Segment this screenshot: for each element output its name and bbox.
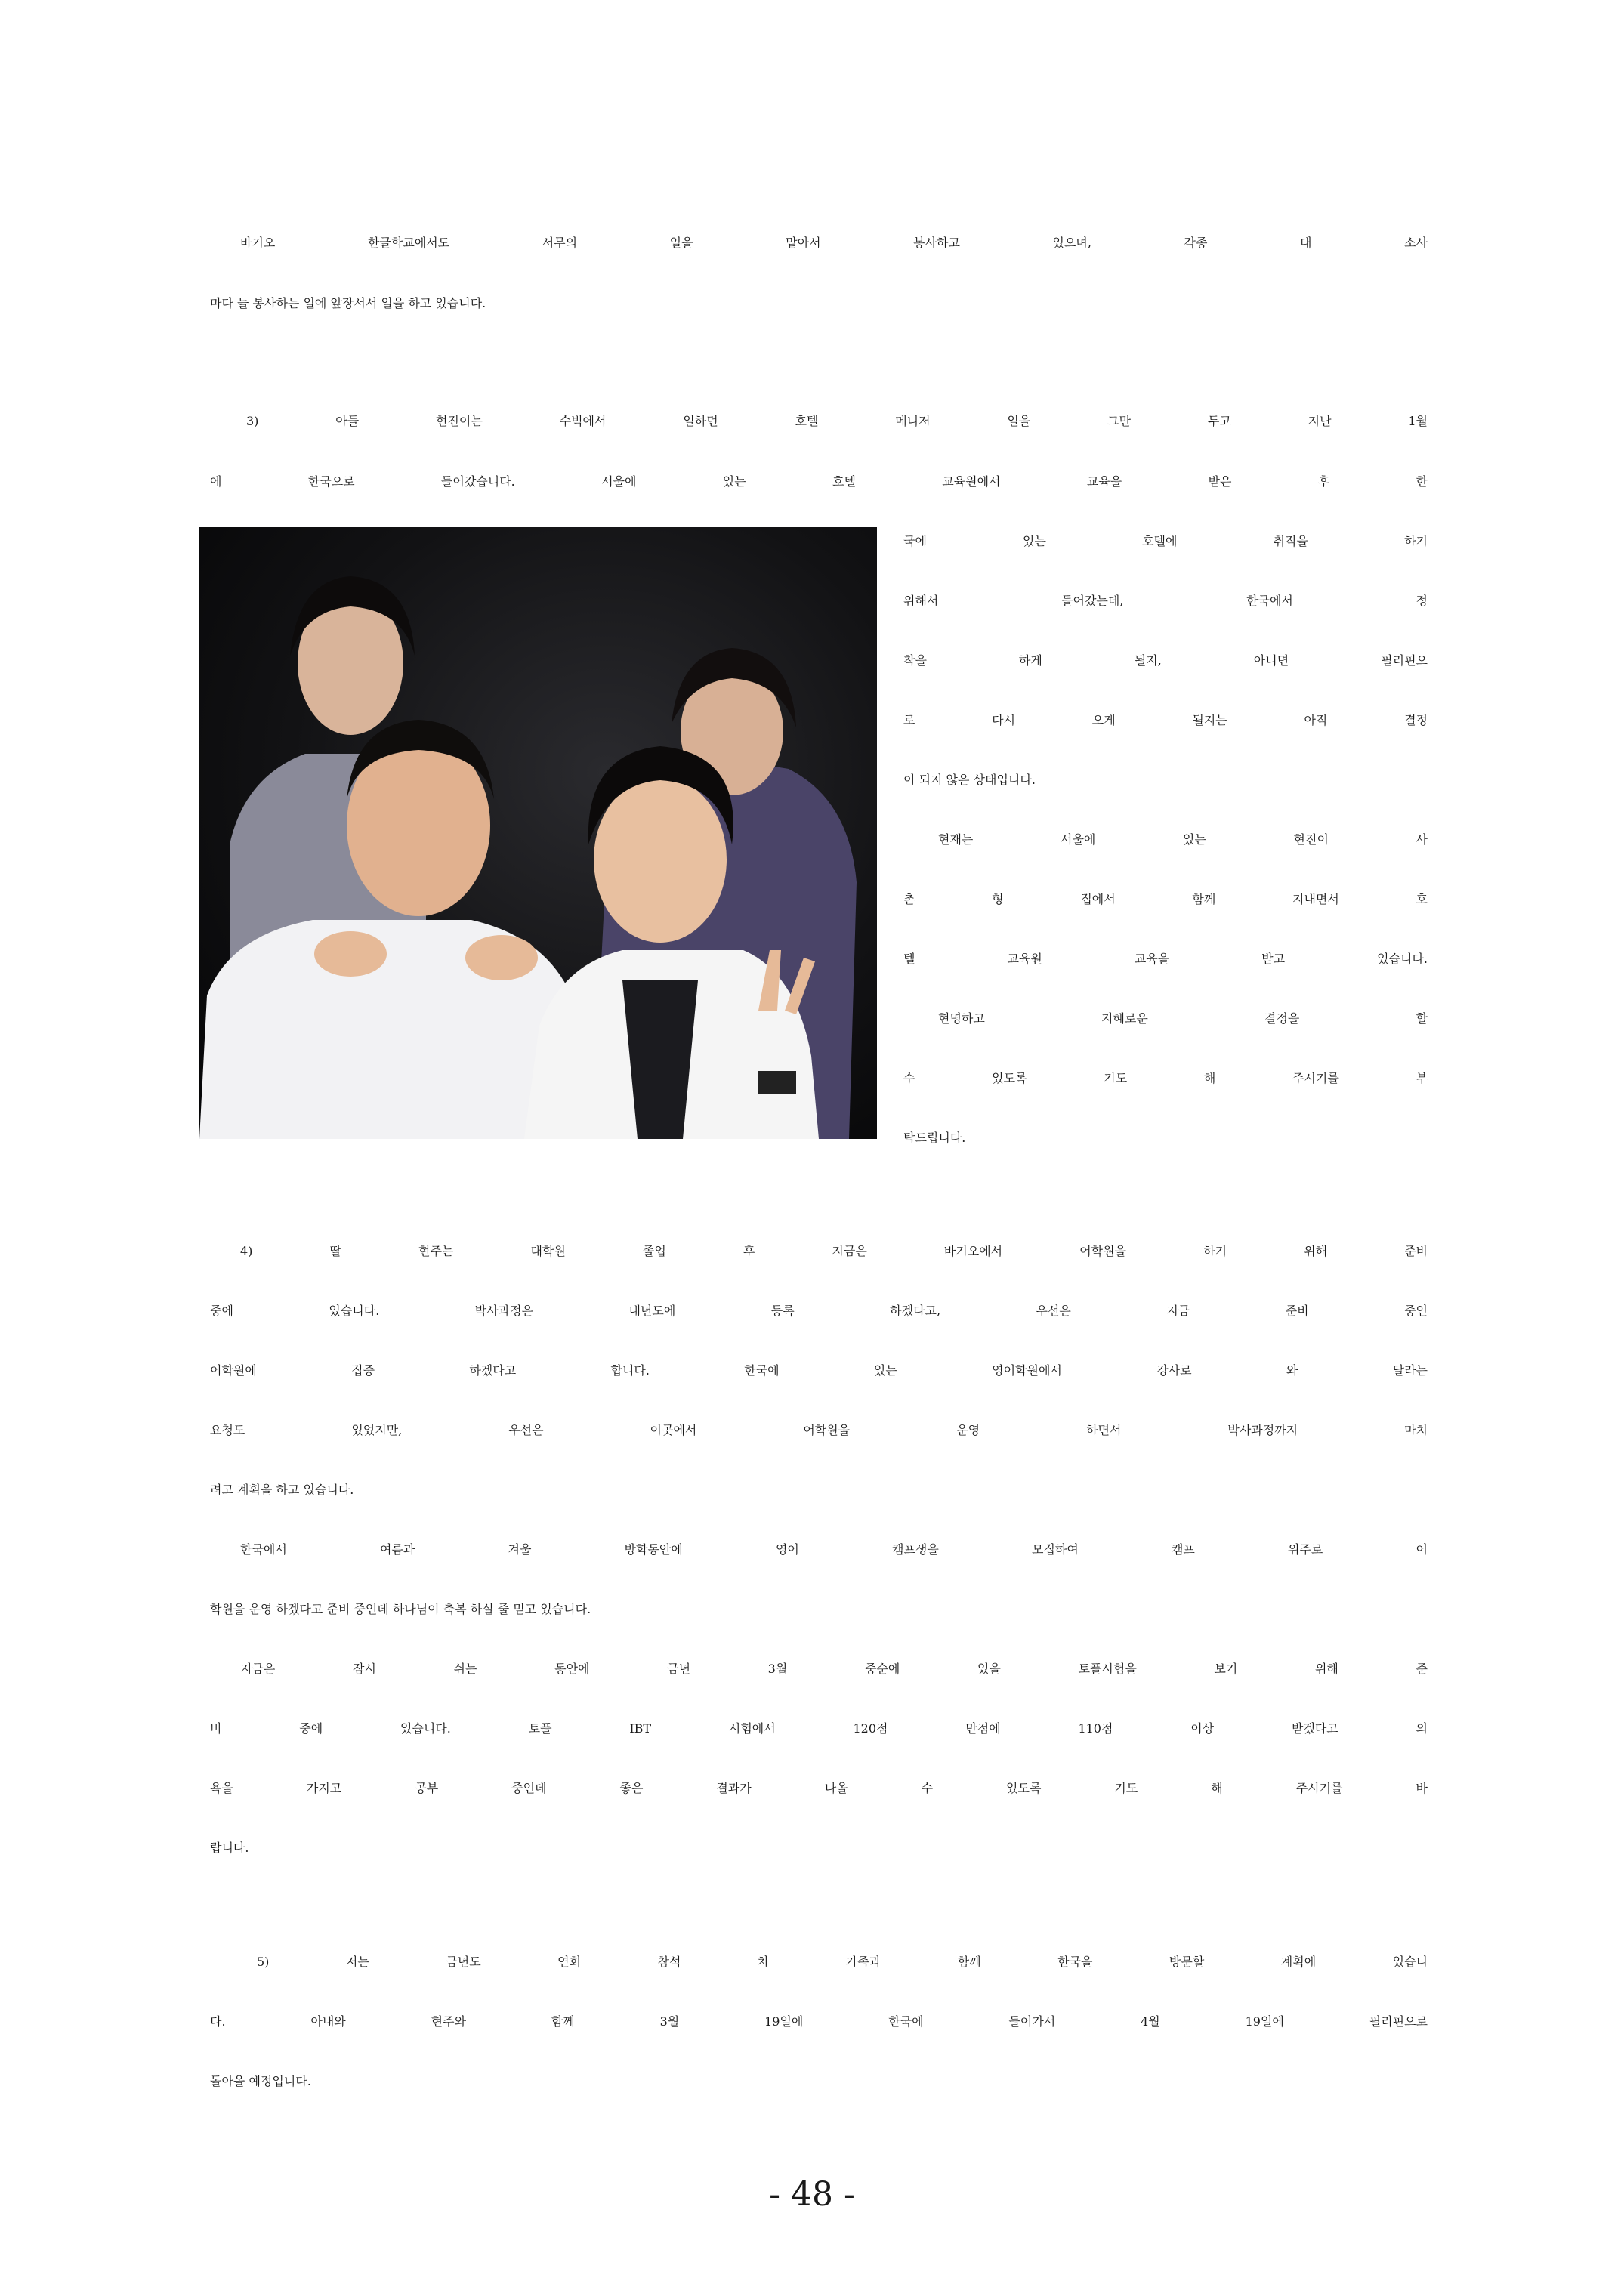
paragraph-3-line: 중에 있습니다. 박사과정은 내년도에 등록 하겠다고, 우선은 지금 준비 중인 — [210, 1304, 1428, 1318]
paragraph-3-line: 욕을 가지고 공부 중인데 좋은 결과가 나올 수 있도록 기도 해 주시기를 바 — [210, 1781, 1428, 1795]
paragraph-1-line-1: 바기오 한글학교에서도 서무의 일을 맡아서 봉사하고 있으며, 각종 대 소사 — [240, 236, 1428, 250]
wrap-line: 촌 형 집에서 함께 지내면서 호 — [903, 892, 1428, 906]
wrap-line: 탁드립니다. — [903, 1131, 966, 1145]
page-number: - 48 - — [769, 2175, 855, 2214]
wrap-line: 착을 하게 될지, 아니면 필리핀으 — [903, 653, 1428, 668]
paragraph-3-line: 4) 딸 현주는 대학원 졸업 후 지금은 바기오에서 어학원을 하기 위해 준비 — [240, 1244, 1428, 1258]
wrap-line: 로 다시 오게 될지는 아직 결정 — [903, 713, 1428, 727]
paragraph-2-line-2: 에 한국으로 들어갔습니다. 서울에 있는 호텔 교육원에서 교육을 받은 후 한 — [210, 474, 1428, 489]
paragraph-3-line: 학원을 운영 하겠다고 준비 중인데 하나님이 축복 하실 줄 믿고 있습니다. — [210, 1602, 591, 1616]
paragraph-3-line: 랍니다. — [210, 1841, 249, 1855]
wrap-line: 현재는 서울에 있는 현진이 사 — [938, 832, 1428, 847]
wrap-line: 현명하고 지혜로운 결정을 할 — [938, 1011, 1428, 1026]
paragraph-3-line: 한국에서 여름과 겨울 방학동안에 영어 캠프생을 모집하여 캠프 위주로 어 — [240, 1542, 1428, 1557]
paragraph-3-line: 어학원에 집중 하겠다고 합니다. 한국에 있는 영어학원에서 강사로 와 달라는 — [210, 1363, 1428, 1378]
paragraph-4-line: 돌아올 예정입니다. — [210, 2074, 311, 2088]
paragraph-1-line-2: 마다 늘 봉사하는 일에 앞장서서 일을 하고 있습니다. — [210, 296, 486, 310]
family-photo-illustration — [199, 527, 877, 1139]
wrap-line: 국에 있는 호텔에 취직을 하기 — [903, 534, 1428, 548]
wrap-line: 수 있도록 기도 해 주시기를 부 — [903, 1071, 1428, 1085]
wrap-line: 텔 교육원 교육을 받고 있습니다. — [903, 952, 1428, 966]
paragraph-3-line: 비 중에 있습니다. 토플 IBT 시험에서 120점 만점에 110점 이상 받겠다고 의 — [210, 1721, 1428, 1736]
wrap-line: 이 되지 않은 상태입니다. — [903, 773, 1036, 787]
paragraph-3-line: 지금은 잠시 쉬는 동안에 금년 3월 중순에 있을 토플시험을 보기 위해 준 — [240, 1662, 1428, 1676]
wrap-line: 위해서 들어갔는데, 한국에서 정 — [903, 594, 1428, 608]
family-photo — [199, 527, 877, 1139]
paragraph-3-line: 요청도 있었지만, 우선은 이곳에서 어학원을 운영 하면서 박사과정까지 마치 — [210, 1423, 1428, 1437]
paragraph-4-line: 5) 저는 금년도 연회 참석 차 가족과 함께 한국을 방문할 계획에 있습니 — [257, 1955, 1428, 1969]
paragraph-3-line: 려고 계획을 하고 있습니다. — [210, 1483, 354, 1497]
paragraph-2-line-1: 3) 아들 현진이는 수빅에서 일하던 호텔 메니저 일을 그만 두고 지난 1월 — [246, 414, 1428, 428]
paragraph-4-line: 다. 아내와 현주와 함께 3월 19일에 한국에 들어가서 4월 19일에 필리핀으로 — [210, 2014, 1428, 2029]
